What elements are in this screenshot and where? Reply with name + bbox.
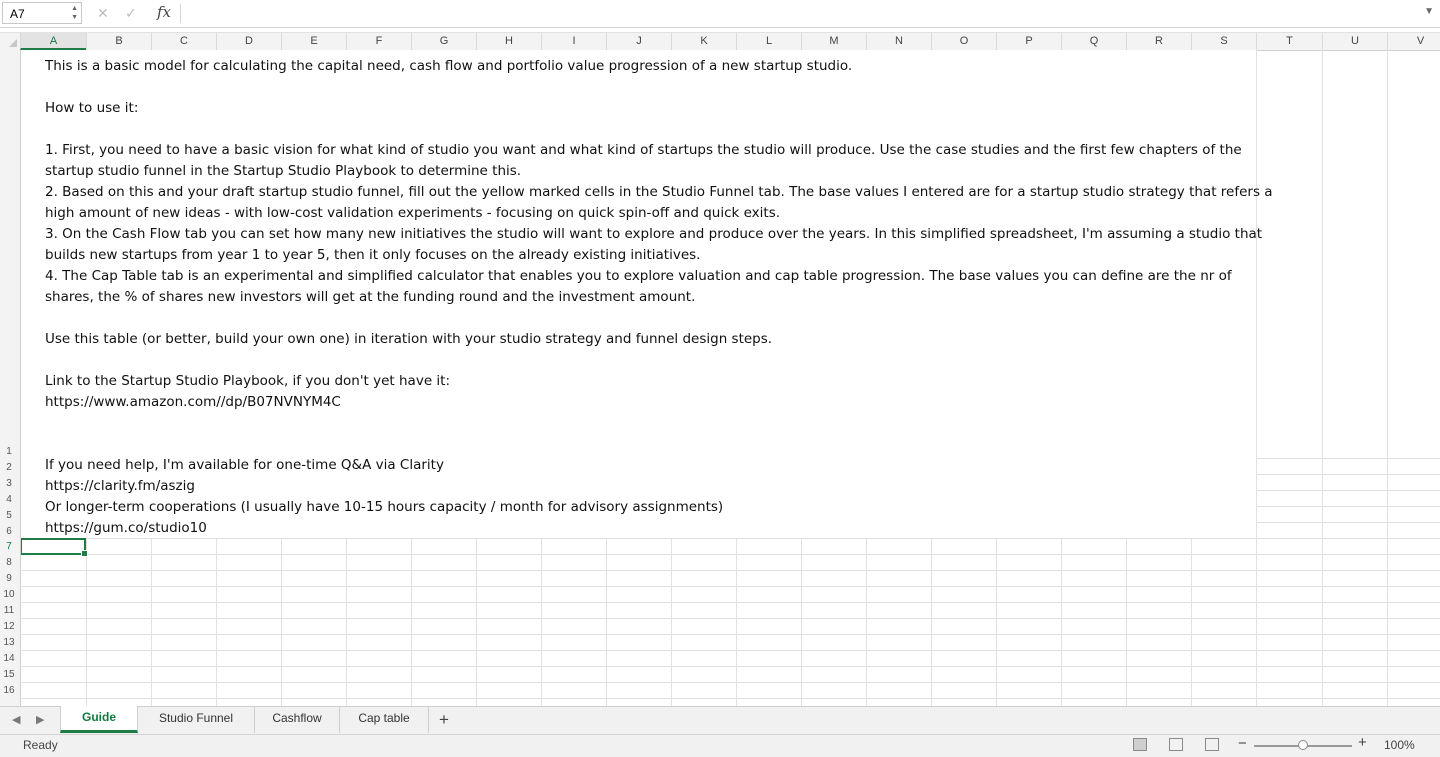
- column-header-h[interactable]: H: [476, 33, 541, 50]
- guide-cooperation-label: Or longer-term cooperations (I usually have 10-15 hours capacity / month for advisory assignments): [45, 499, 724, 515]
- zoom-level: 100%: [1384, 738, 1415, 752]
- row-gridline: [20, 618, 1440, 619]
- tab-scroll-left-icon[interactable]: ◀: [12, 714, 21, 726]
- row-header-7[interactable]: 7: [6, 541, 12, 552]
- column-header-o[interactable]: O: [931, 33, 996, 50]
- page-break-view-icon[interactable]: [1205, 738, 1219, 751]
- column-header-bar: [0, 32, 1440, 51]
- guide-step-3: 3. On the Cash Flow tab you can set how many new initiatives the studio will want to explore and produce over the years. In this simplified spreadsheet, I'm assuming a studio that builds new startups from year 1 to year 5, then it only focuses on the already existing initiatives.: [45, 226, 1263, 263]
- row-header-5[interactable]: 5: [6, 510, 12, 521]
- formula-input[interactable]: [188, 6, 1408, 22]
- guide-playbook-label: Link to the Startup Studio Playbook, if you don't yet have it:: [45, 373, 451, 389]
- column-header-j[interactable]: J: [606, 33, 671, 50]
- row-gridline: [1256, 490, 1440, 491]
- row-header-bar: [0, 50, 21, 706]
- guide-merged-cell[interactable]: [21, 50, 1273, 538]
- row-header-6[interactable]: 6: [6, 526, 12, 537]
- guide-iteration-note: Use this table (or better, build your own one) in iteration with your studio strategy and funnel design steps.: [45, 331, 773, 347]
- guide-how-to-heading: How to use it:: [45, 100, 139, 116]
- selected-cell-a7[interactable]: [20, 538, 86, 555]
- guide-step-2: 2. Based on this and your draft startup studio funnel, fill out the yellow marked cells in the Studio Funnel tab. The base values I entered are for a startup studio strategy that refers a high amount of new ideas - with low-cost validation experiments - focusing on quick spin-off and quick exits.: [45, 184, 1273, 221]
- column-header-t[interactable]: T: [1256, 33, 1322, 50]
- formula-bar: [0, 0, 1440, 28]
- cancel-x-icon[interactable]: ✕: [97, 5, 109, 21]
- normal-view-icon[interactable]: [1133, 738, 1147, 751]
- guide-gumroad-link: https://gum.co/studio10: [45, 520, 207, 536]
- column-header-f[interactable]: F: [346, 33, 411, 50]
- guide-intro: This is a basic model for calculating the capital need, cash flow and portfolio value progression of a new startup studio.: [45, 58, 853, 74]
- tab-cashflow[interactable]: Cashflow: [255, 707, 340, 733]
- status-bar: [0, 734, 1440, 757]
- name-box-value: A7: [10, 7, 25, 21]
- column-header-u[interactable]: U: [1322, 33, 1387, 50]
- column-header-q[interactable]: Q: [1061, 33, 1126, 50]
- row-gridline: [1256, 522, 1440, 523]
- guide-step-4: 4. The Cap Table tab is an experimental and simplified calculator that enables you to explore valuation and cap table progression. The base values you can define are the nr of shares, the % of shares new investors will get at the funding round and the investment amount.: [45, 268, 1232, 305]
- sheet-tab-bar: [0, 706, 1440, 735]
- row-gridline: [20, 698, 1440, 699]
- guide-help-label: If you need help, I'm available for one-time Q&A via Clarity: [45, 457, 444, 473]
- row-header-15[interactable]: 15: [3, 669, 15, 680]
- column-header-a[interactable]: A: [20, 33, 86, 50]
- row-header-3[interactable]: 3: [6, 478, 12, 489]
- row-header-12[interactable]: 12: [3, 621, 15, 632]
- zoom-in-icon[interactable]: +: [1358, 734, 1367, 751]
- page-layout-view-icon[interactable]: [1169, 738, 1183, 751]
- column-header-v[interactable]: V: [1387, 33, 1440, 50]
- column-header-p[interactable]: P: [996, 33, 1061, 50]
- formula-separator: [180, 4, 181, 23]
- row-gridline: [20, 586, 1440, 587]
- guide-text: [45, 56, 1275, 539]
- row-gridline: [1256, 506, 1440, 507]
- row-header-11[interactable]: 11: [3, 605, 15, 616]
- name-box[interactable]: [2, 2, 82, 24]
- row-gridline: [20, 554, 1440, 555]
- guide-clarity-link: https://clarity.fm/aszig: [45, 478, 195, 494]
- tab-guide[interactable]: Guide: [60, 706, 138, 733]
- column-header-c[interactable]: C: [151, 33, 216, 50]
- tab-cap-table[interactable]: Cap table: [340, 707, 429, 733]
- name-box-stepper-icon[interactable]: ▲ ▼: [71, 5, 78, 21]
- column-gridline: [1387, 50, 1388, 706]
- column-header-d[interactable]: D: [216, 33, 281, 50]
- row-gridline: [20, 682, 1440, 683]
- column-header-l[interactable]: L: [736, 33, 801, 50]
- row-header-10[interactable]: 10: [3, 589, 15, 600]
- row-header-16[interactable]: 16: [3, 685, 15, 696]
- row-gridline: [1256, 474, 1440, 475]
- column-gridline: [1322, 50, 1323, 706]
- insert-function-icon[interactable]: fx: [157, 3, 172, 21]
- column-header-i[interactable]: I: [541, 33, 606, 50]
- zoom-out-icon[interactable]: −: [1238, 735, 1247, 752]
- row-gridline: [20, 602, 1440, 603]
- row-gridline: [20, 650, 1440, 651]
- sheet-grid[interactable]: [0, 50, 1440, 706]
- column-header-b[interactable]: B: [86, 33, 151, 50]
- chevron-down-icon[interactable]: ▼: [1424, 6, 1434, 17]
- tab-studio-funnel[interactable]: Studio Funnel: [138, 707, 255, 733]
- row-gridline: [1256, 458, 1440, 459]
- row-gridline: [20, 634, 1440, 635]
- row-header-1[interactable]: 1: [6, 446, 12, 457]
- add-sheet-plus-icon[interactable]: +: [439, 710, 449, 729]
- column-header-g[interactable]: G: [411, 33, 476, 50]
- row-gridline: [20, 570, 1440, 571]
- guide-step-1: 1. First, you need to have a basic vision for what kind of studio you want and what kind of startups the studio will produce. Use the case studies and the first few chapters of the startup studio funnel in the Startup Studio Playbook to determine this.: [45, 142, 1242, 179]
- column-header-k[interactable]: K: [671, 33, 736, 50]
- column-header-r[interactable]: R: [1126, 33, 1191, 50]
- row-header-4[interactable]: 4: [6, 494, 12, 505]
- status-ready: Ready: [23, 738, 58, 752]
- row-header-9[interactable]: 9: [6, 573, 12, 584]
- guide-playbook-link: https://www.amazon.com//dp/B07NVNYM4C: [45, 394, 341, 410]
- row-header-8[interactable]: 8: [6, 557, 12, 568]
- column-header-n[interactable]: N: [866, 33, 931, 50]
- row-header-2[interactable]: 2: [6, 462, 12, 473]
- select-all-corner[interactable]: [0, 33, 20, 50]
- column-header-s[interactable]: S: [1191, 33, 1256, 50]
- column-header-m[interactable]: M: [801, 33, 866, 50]
- tab-scroll-right-icon[interactable]: ▶: [36, 714, 45, 726]
- column-header-e[interactable]: E: [281, 33, 346, 50]
- zoom-slider-thumb[interactable]: [1298, 740, 1308, 750]
- row-header-14[interactable]: 14: [3, 653, 15, 664]
- row-header-13[interactable]: 13: [3, 637, 15, 648]
- row-gridline: [20, 666, 1440, 667]
- enter-check-icon[interactable]: ✓: [125, 5, 137, 21]
